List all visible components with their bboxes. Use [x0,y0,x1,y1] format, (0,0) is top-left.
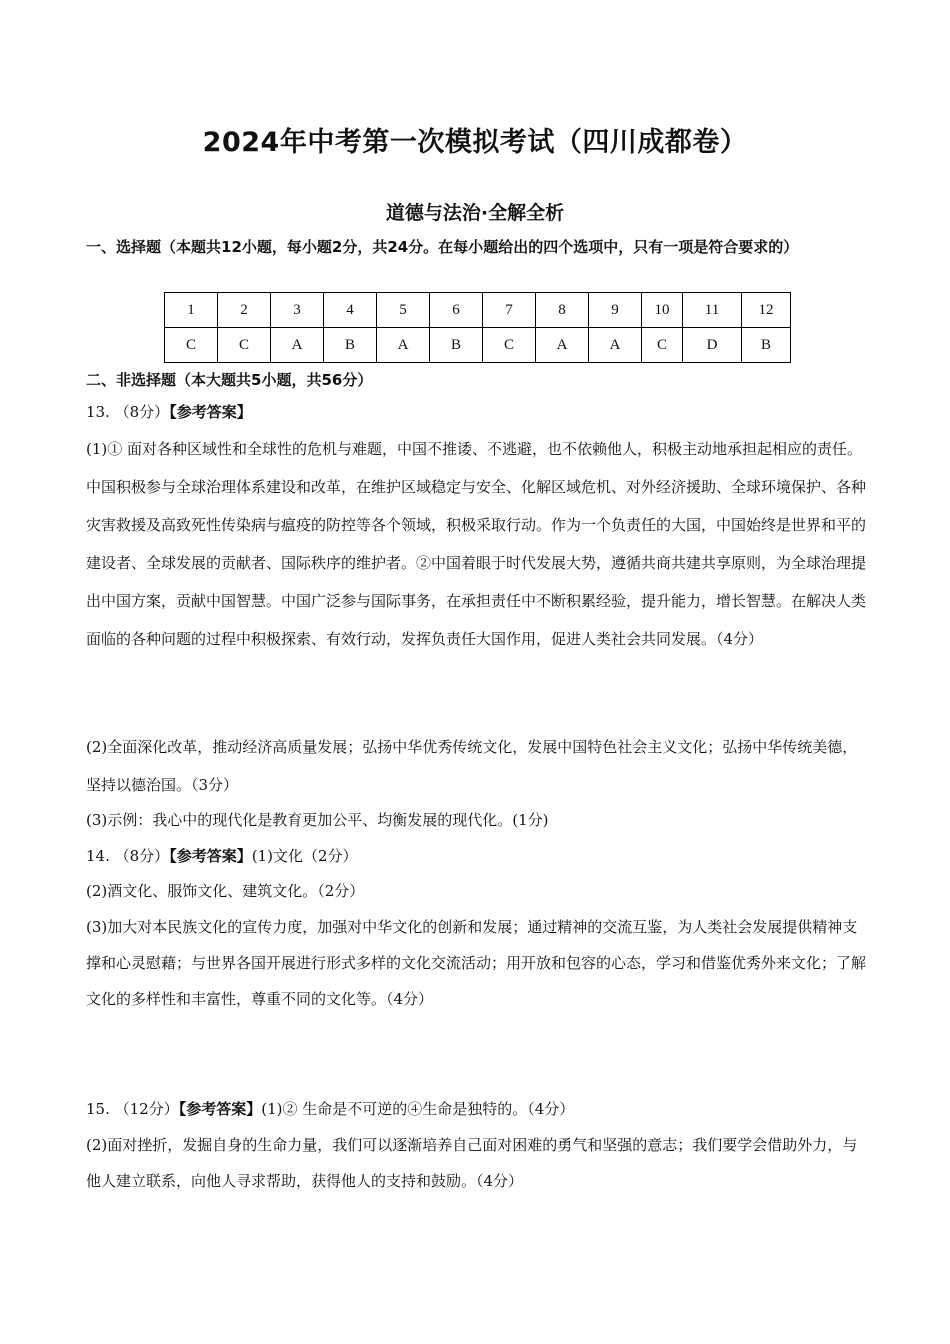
question-number-cell: 4 [324,293,377,328]
answer-cell: B [742,328,791,363]
answer-cell: B [430,328,483,363]
answer-cell: A [536,328,589,363]
q13-part1: (1)① 面对各种区域性和全球性的危机与难题，中国不推诿、不逃避，也不依赖他人，积极主动地承担起相应的责任。中国积极参与全球治理体系建设和改革，在维护区域稳定与安全、化解区域危机、对外经济援助、全球环境保护、各种灾害救援及高致死性传染病与瘟疫的防控等各个领域，积极采取行动。作为一个负责任的大国，中国始终是世界和平的建设者、全球发展的贡献者、国际秩序的维护者。②中国着眼于时代发展大势，遵循共商共建共享原则，为全球治理提出中国方案，贡献中国智慧。中国广泛参与国际事务，在承担责任中不断积累经验，提升能力，增长智慧。在解决人类面临的各种问题的过程中积极探索、有效行动，发挥负责任大国作用，促进人类社会共同发展。（4分） [86,440,867,648]
question-number-cell: 12 [742,293,791,328]
q15-part2: (2)面对挫折，发掘自身的生命力量，我们可以逐渐培养自己面对困难的勇气和坚强的意志；我们要学会借助外力，与他人建立联系，向他人寻求帮助，获得他人的支持和鼓励。（4分） [86,1136,858,1190]
q13-header [86,396,866,428]
question-number-cell: 2 [218,293,271,328]
question-number-cell: 11 [683,293,742,328]
question-number-cell: 3 [271,293,324,328]
section2-heading: 二、非选择题（本大题共5小题，共56分） [86,371,373,389]
question-number-cell: 10 [642,293,683,328]
q15-score: （12分） [114,1100,179,1118]
q14-part2: (2)酒文化、服饰文化、建筑文化。（2分） [86,882,365,900]
answer-cell: C [483,328,536,363]
q13-part2: (2)全面深化改革，推动经济高质量发展；弘扬中华优秀传统文化，发展中国特色社会主义文化；弘扬中华传统美德，坚持以德治国。（3分） [86,738,858,794]
q15-answer-label: 【参考答案】 [178,1100,262,1118]
question-number-cell: 9 [589,293,642,328]
q15-part1: (1)② 生命是不可逆的④生命是独特的。（4分） [261,1100,575,1118]
q14-answer-label: 【参考答案】 [169,847,252,865]
answer-cell: A [589,328,642,363]
q13-answer-label: 【参考答案】 [169,403,252,421]
document-title: 2024年中考第一次模拟考试（四川成都卷） [202,127,748,158]
answer-table-answer-row [165,328,791,363]
q14-score: （8分） [114,847,170,865]
q14-part1: (1)文化（2分） [251,847,358,865]
q13-score: （8分） [114,403,170,421]
q14-number: 14. [86,847,110,865]
answer-cell: C [165,328,218,363]
q14-header [86,839,866,873]
answer-table [164,292,791,363]
q13-part3: (3)示例：我心中的现代化是教育更加公平、均衡发展的现代化。(1分) [86,811,549,829]
answer-cell: B [324,328,377,363]
question-number-cell: 5 [377,293,430,328]
q15-header [86,1092,866,1126]
question-number-cell: 6 [430,293,483,328]
answer-cell: C [218,328,271,363]
answer-cell: A [377,328,430,363]
question-number-cell: 7 [483,293,536,328]
document-subtitle: 道德与法治·全解全析 [385,202,565,224]
question-number-cell: 1 [165,293,218,328]
q13-number: 13. [86,403,110,421]
question-number-cell: 8 [536,293,589,328]
answer-table-number-row [165,293,791,328]
q14-part3: (3)加大对本民族文化的宣传力度，加强对中华文化的创新和发展；通过精神的交流互鉴，为人类社会发展提供精神支撑和心灵慰藉；与世界各国开展进行形式多样的文化交流活动；用开放和包容的心态，学习和借鉴优秀外来文化；了解文化的多样性和丰富性，尊重不同的文化等。（4分） [86,918,867,1008]
answer-cell: D [683,328,742,363]
answer-cell: C [642,328,683,363]
section1-heading: 一、选择题（本题共12小题，每小题2分，共24分。在每小题给出的四个选项中，只有一项是符合要求的） [86,238,799,256]
q15-number: 15. [86,1100,110,1118]
answer-cell: A [271,328,324,363]
